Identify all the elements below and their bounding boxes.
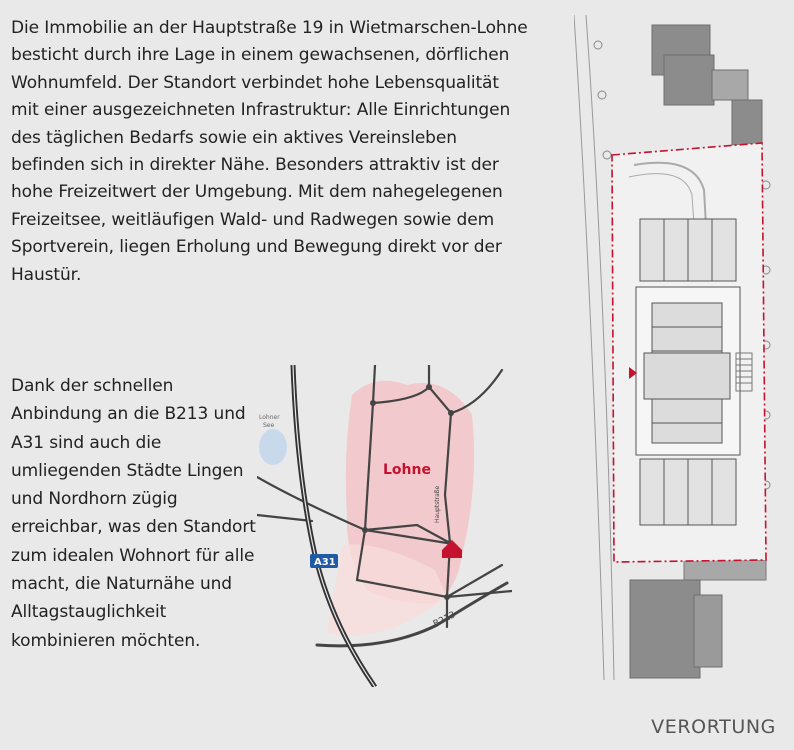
site-plan <box>574 15 794 680</box>
a31-label: A31 <box>314 557 336 568</box>
building <box>636 219 740 525</box>
intro-paragraph: Die Immobilie an der Hauptstraße 19 in Wietmarschen-Lohne besticht durch ihre Lage in einem gewachsenen, dörflichen Wohnumfeld. Der Standort verbindet hohe Lebensqualität mit einer ausgezeichneten Infrastruktur: Alle Einrichtungen des täglichen Bedarfs sowie ein aktives Vereinsleben befinden sich in direkter Nähe. Besonders attraktiv ist der hohe Freizeitwert der Umgebung. Mit dem nahegelegenen Freizeitsee, weitläufigen Wald- und Radwegen sowie dem Sportverein, liegen Erholung und Bewegung direkt vor der Haustür. <box>11 18 528 285</box>
street-edges <box>574 15 614 680</box>
lake-label-line1: Lohner <box>259 414 280 421</box>
location-map <box>257 365 512 687</box>
b213-label: B213 <box>431 610 458 630</box>
section-caption: VERORTUNG <box>651 716 776 738</box>
neighbor-buildings-top <box>652 25 762 145</box>
connectivity-paragraph: Dank der schnellen Anbindung an die B213 und A31 sind auch die umliegenden Städte Lingen und Nordhorn zügig erreichbar, was den Standort zum idealen Wohnort für alle macht, die Naturnähe und Alltagstauglichkeit kombinieren möchten. <box>11 376 256 651</box>
street-label: Hauptstraße <box>434 485 441 523</box>
town-label: Lohne <box>383 462 431 478</box>
neighbor-buildings-bottom <box>630 560 766 678</box>
lake <box>259 429 287 465</box>
lake-label-line2: See <box>263 422 275 429</box>
